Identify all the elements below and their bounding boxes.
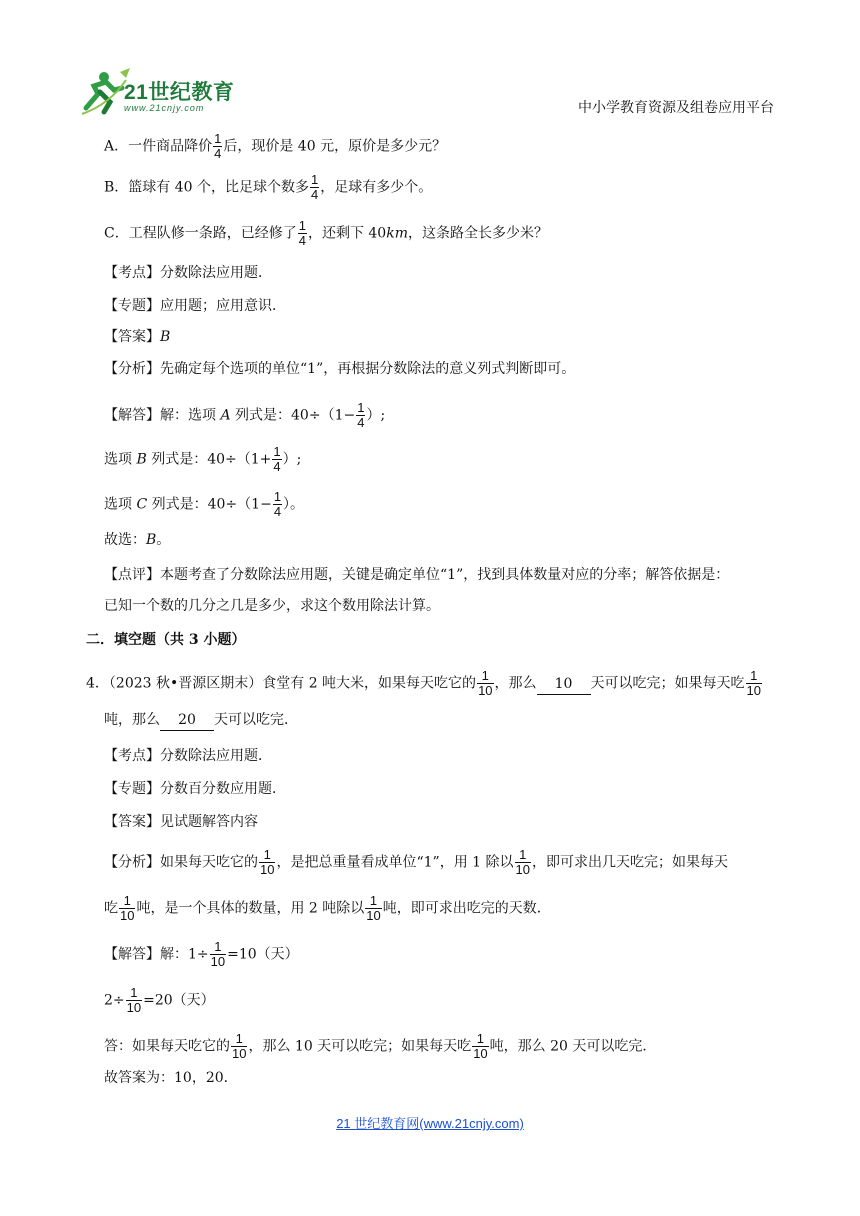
footer-link[interactable]: 21 世纪教育网(www.21cnjy.com) bbox=[336, 1116, 524, 1131]
platform-title: 中小学教育资源及组卷应用平台 bbox=[578, 99, 774, 115]
fenxi-line1: 【分析】如果每天吃它的 $\frac{1}{10}$ ，是把总重量看成单位“1”，用 1 除以 $\frac{1}{10}$ ，即可求出几天吃完；如果每天 bbox=[104, 847, 728, 877]
q4-line1: 4．（2023 秋•晋源区期末）食堂有 2 吨大米，如果每天吃它的 $\frac{1}{10}$ ，那么 10 天可以吃完；如果每天吃 $\frac{1}{10}$ bbox=[86, 668, 761, 698]
kaodian: 【考点】分数除法应用题． bbox=[104, 748, 272, 764]
jieda-line1: 【解答】解：1÷ $\frac{1}{10}$ =10（天） bbox=[104, 939, 299, 969]
fraction: $\frac{1}{4}$ bbox=[273, 489, 282, 519]
fraction: $\frac{1}{4}$ bbox=[298, 218, 306, 248]
section-heading: 二．填空题（共 3 小题） bbox=[86, 632, 246, 648]
jieda-c: 选项 C 列式是：40÷（1− $\frac{1}{4}$ ）。 bbox=[104, 489, 305, 519]
fraction: $\frac{1}{10}$ bbox=[473, 1031, 488, 1061]
fenxi: 【分析】先确定每个选项的单位“1”，再根据分数除法的意义列式判断即可。 bbox=[104, 361, 576, 377]
footer bbox=[0, 1113, 860, 1132]
guda: 故答案为：10，20． bbox=[104, 1070, 238, 1086]
fraction: $\frac{1}{10}$ bbox=[210, 939, 226, 969]
fraction: $\frac{1}{10}$ bbox=[260, 847, 275, 877]
option-c: C．工程队修一条路，已经修了 $\frac{1}{4}$ ，还剩下 40km，这条路全长多少米？ bbox=[104, 218, 548, 248]
fraction: $\frac{1}{10}$ bbox=[366, 893, 381, 923]
answer-blank-1: 10 bbox=[537, 674, 591, 695]
fraction: $\frac{1}{10}$ bbox=[478, 668, 493, 698]
answer-blank-2: 20 bbox=[160, 710, 214, 731]
jieda-b: 选项 B 列式是：40÷（1+ $\frac{1}{4}$ ）; bbox=[104, 444, 302, 474]
fraction: $\frac{1}{4}$ bbox=[357, 400, 365, 430]
daan: 【答案】见试题解答内容 bbox=[104, 814, 258, 830]
fraction: $\frac{1}{4}$ bbox=[214, 131, 222, 161]
answer-line: 答：如果每天吃它的 $\frac{1}{10}$ ，那么 10 天可以吃完；如果每天吃 $\frac{1}{10}$ 吨，那么 20 天可以吃完． bbox=[104, 1031, 657, 1061]
dianping-line1: 【点评】本题考查了分数除法应用题，关键是确定单位“1”，找到具体数量对应的分率；解答依据是： bbox=[104, 567, 730, 583]
fraction: $\frac{1}{10}$ bbox=[515, 847, 530, 877]
option-a: A．一件商品降价 $\frac{1}{4}$ 后，现价是 40 元，原价是多少元？ bbox=[104, 131, 447, 161]
q4-line2: 吨，那么 20 天可以吃完． bbox=[104, 710, 298, 731]
fraction: $\frac{1}{4}$ bbox=[273, 444, 281, 474]
logo-url: www.21cnjy.com bbox=[124, 103, 205, 113]
fraction: $\frac{1}{10}$ bbox=[120, 893, 135, 923]
logo-text: 21世纪教育 bbox=[124, 81, 235, 104]
jieda-a: 【解答】解：选项 A 列式是：40÷（1− $\frac{1}{4}$ ）; bbox=[104, 400, 386, 430]
guxuan: 故选：B。 bbox=[104, 532, 171, 548]
fraction: $\frac{1}{10}$ bbox=[746, 668, 761, 698]
option-b: B．篮球有 40 个，比足球个数多 $\frac{1}{4}$ ，足球有多少个。 bbox=[104, 172, 433, 202]
fraction: $\frac{1}{10}$ bbox=[232, 1031, 247, 1061]
fraction: $\frac{1}{10}$ bbox=[126, 985, 142, 1015]
daan: 【答案】B bbox=[104, 329, 171, 345]
zhuanti: 【专题】分数百分数应用题． bbox=[104, 781, 286, 797]
dianping-line2: 已知一个数的几分之几是多少，求这个数用除法计算。 bbox=[104, 598, 440, 614]
zhuanti: 【专题】应用题；应用意识． bbox=[104, 298, 286, 314]
jieda-line2: 2÷ $\frac{1}{10}$ =20（天） bbox=[104, 985, 215, 1015]
fenxi-line2: 吃 $\frac{1}{10}$ 吨，是一个具体的数量，用 2 吨除以 $\frac{1}{10}$ 吨，即可求出吃完的天数． bbox=[104, 893, 551, 923]
kaodian: 【考点】分数除法应用题． bbox=[104, 265, 272, 281]
fraction: $\frac{1}{4}$ bbox=[311, 172, 319, 202]
